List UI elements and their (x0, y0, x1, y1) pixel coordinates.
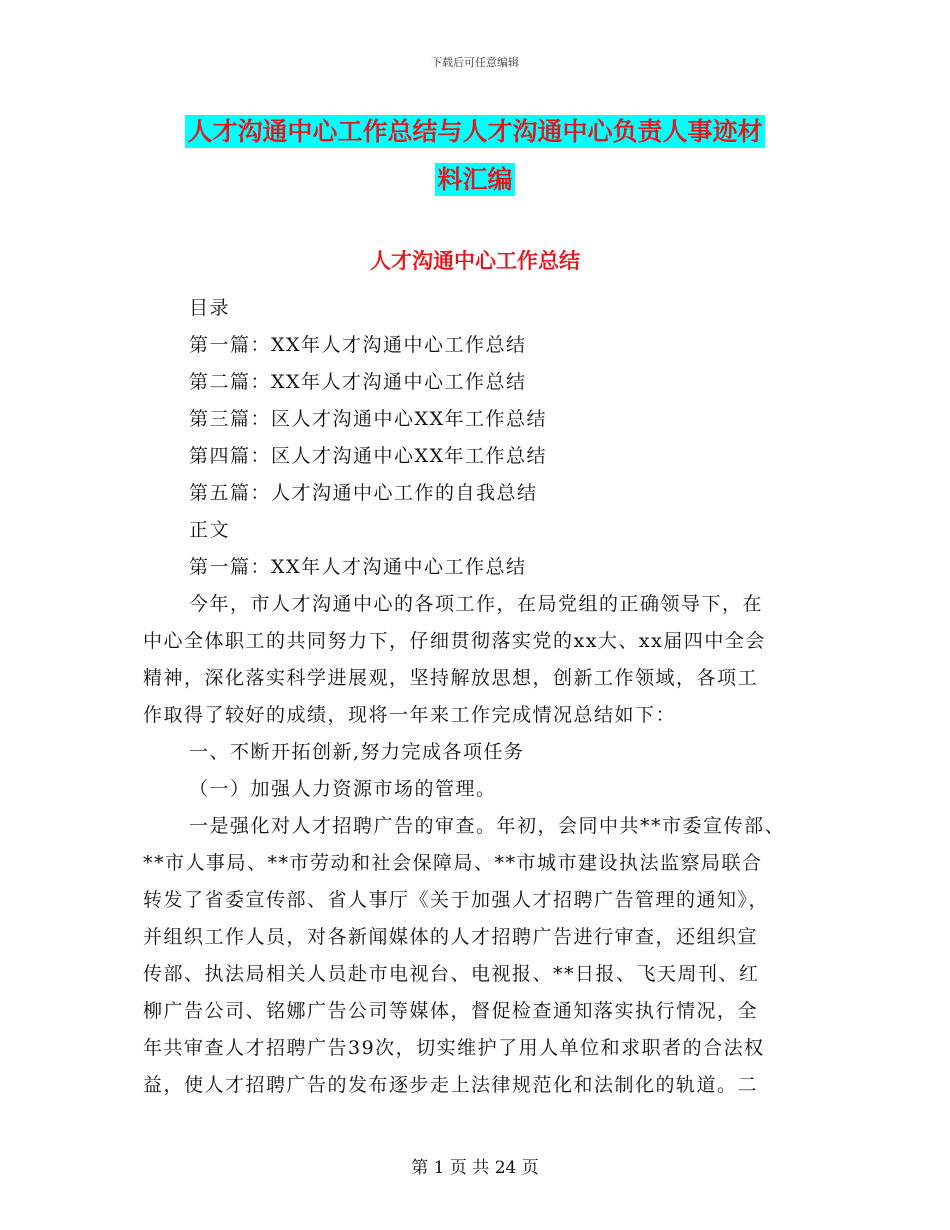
paragraph-line: 转发了省委宣传部、省人事厅《关于加强人才招聘广告管理的通知》， (143, 889, 770, 911)
page-footer: 第 1 页 共 24 页 (411, 1158, 539, 1178)
toc-item: 第四篇：区人才沟通中心XX年工作总结 (189, 445, 548, 467)
toc-item: 第二篇：XX年人才沟通中心工作总结 (189, 371, 527, 393)
document-title (0, 108, 950, 204)
title-line-2: 料汇编 (437, 165, 513, 194)
document-body (143, 290, 808, 1104)
section-title: 人才沟通中心工作总结 (370, 249, 580, 273)
paragraph-line: **市人事局、**市劳动和社会保障局、**市城市建设执法监察局联合 (143, 852, 763, 874)
section-label: 正文 (189, 519, 231, 541)
paragraph-line: 柳广告公司、铭娜广告公司等媒体，督促检查通知落实执行情况，全 (143, 1000, 759, 1022)
toc-item: 第五篇：人才沟通中心工作的自我总结 (189, 482, 538, 504)
heading-line: 一、不断开拓创新,努力完成各项任务 (189, 741, 525, 763)
paragraph-line: 中心全体职工的共同努力下，仔细贯彻落实党的xx大、xx届四中全会 (143, 630, 766, 652)
paragraph-line: 作取得了较好的成绩，现将一年来工作完成情况总结如下： (143, 704, 677, 726)
paragraph-line: 并组织工作人员，对各新闻媒体的人才招聘广告进行审查，还组织宣 (143, 926, 759, 948)
paragraph-line: 精神，深化落实科学进展观，坚持解放思想，创新工作领域，各项工 (143, 667, 759, 689)
paragraph-line: 一是强化对人才招聘广告的审查。年初，会同中共**市委宣传部、 (189, 815, 786, 837)
paragraph-line: 年共审查人才招聘广告39次，切实维护了用人单位和求职者的合法权 (143, 1037, 765, 1059)
toc-item: 第一篇：XX年人才沟通中心工作总结 (189, 334, 527, 356)
chapter-title: 第一篇：XX年人才沟通中心工作总结 (189, 556, 527, 578)
paragraph-line: 传部、执法局相关人员赴市电视台、电视报、**日报、飞天周刊、红 (143, 963, 760, 985)
subheading-line: （一）加强人力资源市场的管理。 (189, 778, 497, 800)
toc-heading: 目录 (189, 297, 231, 319)
paragraph-line: 益，使人才招聘广告的发布逐步走上法律规范化和法制化的轨道。二 (143, 1074, 759, 1096)
paragraph-line: 今年，市人才沟通中心的各项工作，在局党组的正确领导下，在 (189, 593, 764, 615)
toc-item: 第三篇：区人才沟通中心XX年工作总结 (189, 408, 548, 430)
header-note: 下载后可任意编辑 (431, 56, 519, 69)
title-line-1: 人才沟通中心工作总结与人才沟通中心负责人事迹材 (187, 117, 763, 146)
